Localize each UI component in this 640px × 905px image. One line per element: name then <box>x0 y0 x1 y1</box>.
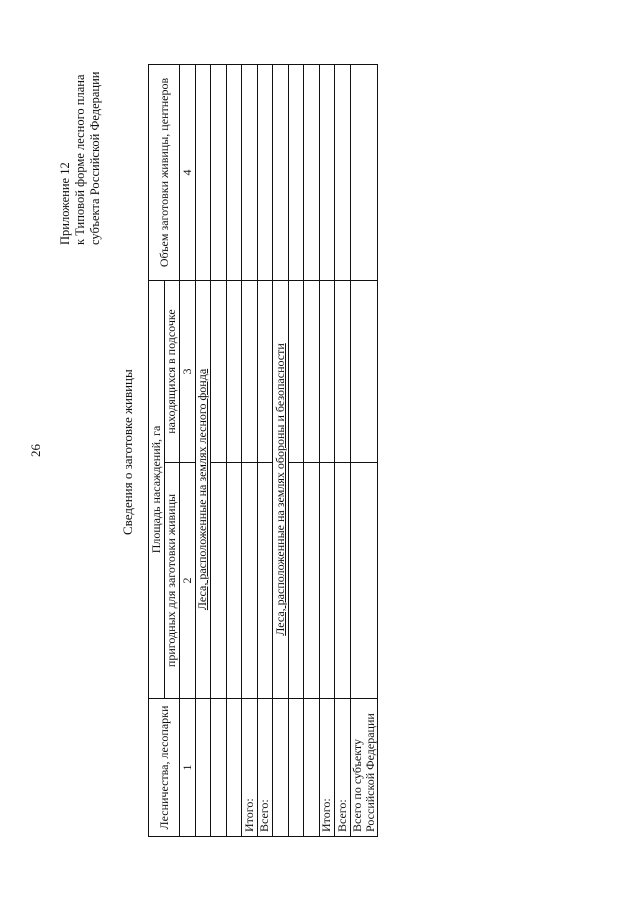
appendix-line-1: Приложение 12 <box>58 162 72 245</box>
vsego-subject-line-1: Всего по субъекту <box>349 739 364 832</box>
col-number-1: 1 <box>180 699 196 837</box>
col-number-3: 3 <box>180 281 196 463</box>
section-blank <box>195 699 211 837</box>
resin-table <box>148 64 378 837</box>
section-blank <box>273 699 289 837</box>
appendix-line-3: субъекта Российской Федерации <box>88 71 102 245</box>
table-row <box>288 65 304 837</box>
itogo-row-2 <box>319 65 335 837</box>
document-title: Сведения о заготовке живицы <box>120 369 135 535</box>
vsego-subject-row <box>350 65 377 837</box>
vsego-subject-line-2: Российской Федерации <box>362 713 377 832</box>
vsego-row-1 <box>257 65 273 837</box>
section-row-forest-fund <box>195 65 211 837</box>
vsego-subject-label <box>350 699 377 837</box>
vsego-label: Всего: <box>257 699 273 837</box>
table-row <box>304 65 320 837</box>
table-row <box>211 65 227 837</box>
section-blank <box>195 65 211 281</box>
section-row-defense <box>273 65 289 837</box>
itogo-label: Итого: <box>319 699 335 837</box>
column-numbers-row <box>180 65 196 837</box>
header-tapping: находящихся в подсочке <box>164 281 180 463</box>
section-label-defense: Леса, расположенные на землях обороны и безопасности <box>273 281 289 699</box>
header-suitable: пригодных для заготовки живицы <box>164 463 180 699</box>
header-area: Площадь насаждений, га <box>149 281 165 699</box>
table-row <box>226 65 242 837</box>
col-number-4: 4 <box>180 65 196 281</box>
section-label-forest-fund: Леса, расположенные на землях лесного фонда <box>195 281 211 699</box>
header-volume: Объем заготовки живицы, центнеров <box>149 65 180 281</box>
vsego-label: Всего: <box>335 699 351 837</box>
itogo-row-1 <box>242 65 258 837</box>
header-row-1 <box>149 65 165 837</box>
itogo-label: Итого: <box>242 699 258 837</box>
col-number-2: 2 <box>180 463 196 699</box>
section-blank <box>273 65 289 281</box>
appendix-note <box>58 72 103 246</box>
vsego-row-2 <box>335 65 351 837</box>
appendix-line-2: к Типовой форме лесного плана <box>73 74 87 245</box>
page-number: 26 <box>28 444 43 457</box>
header-forestry: Лесничества, лесопарки <box>149 699 180 837</box>
